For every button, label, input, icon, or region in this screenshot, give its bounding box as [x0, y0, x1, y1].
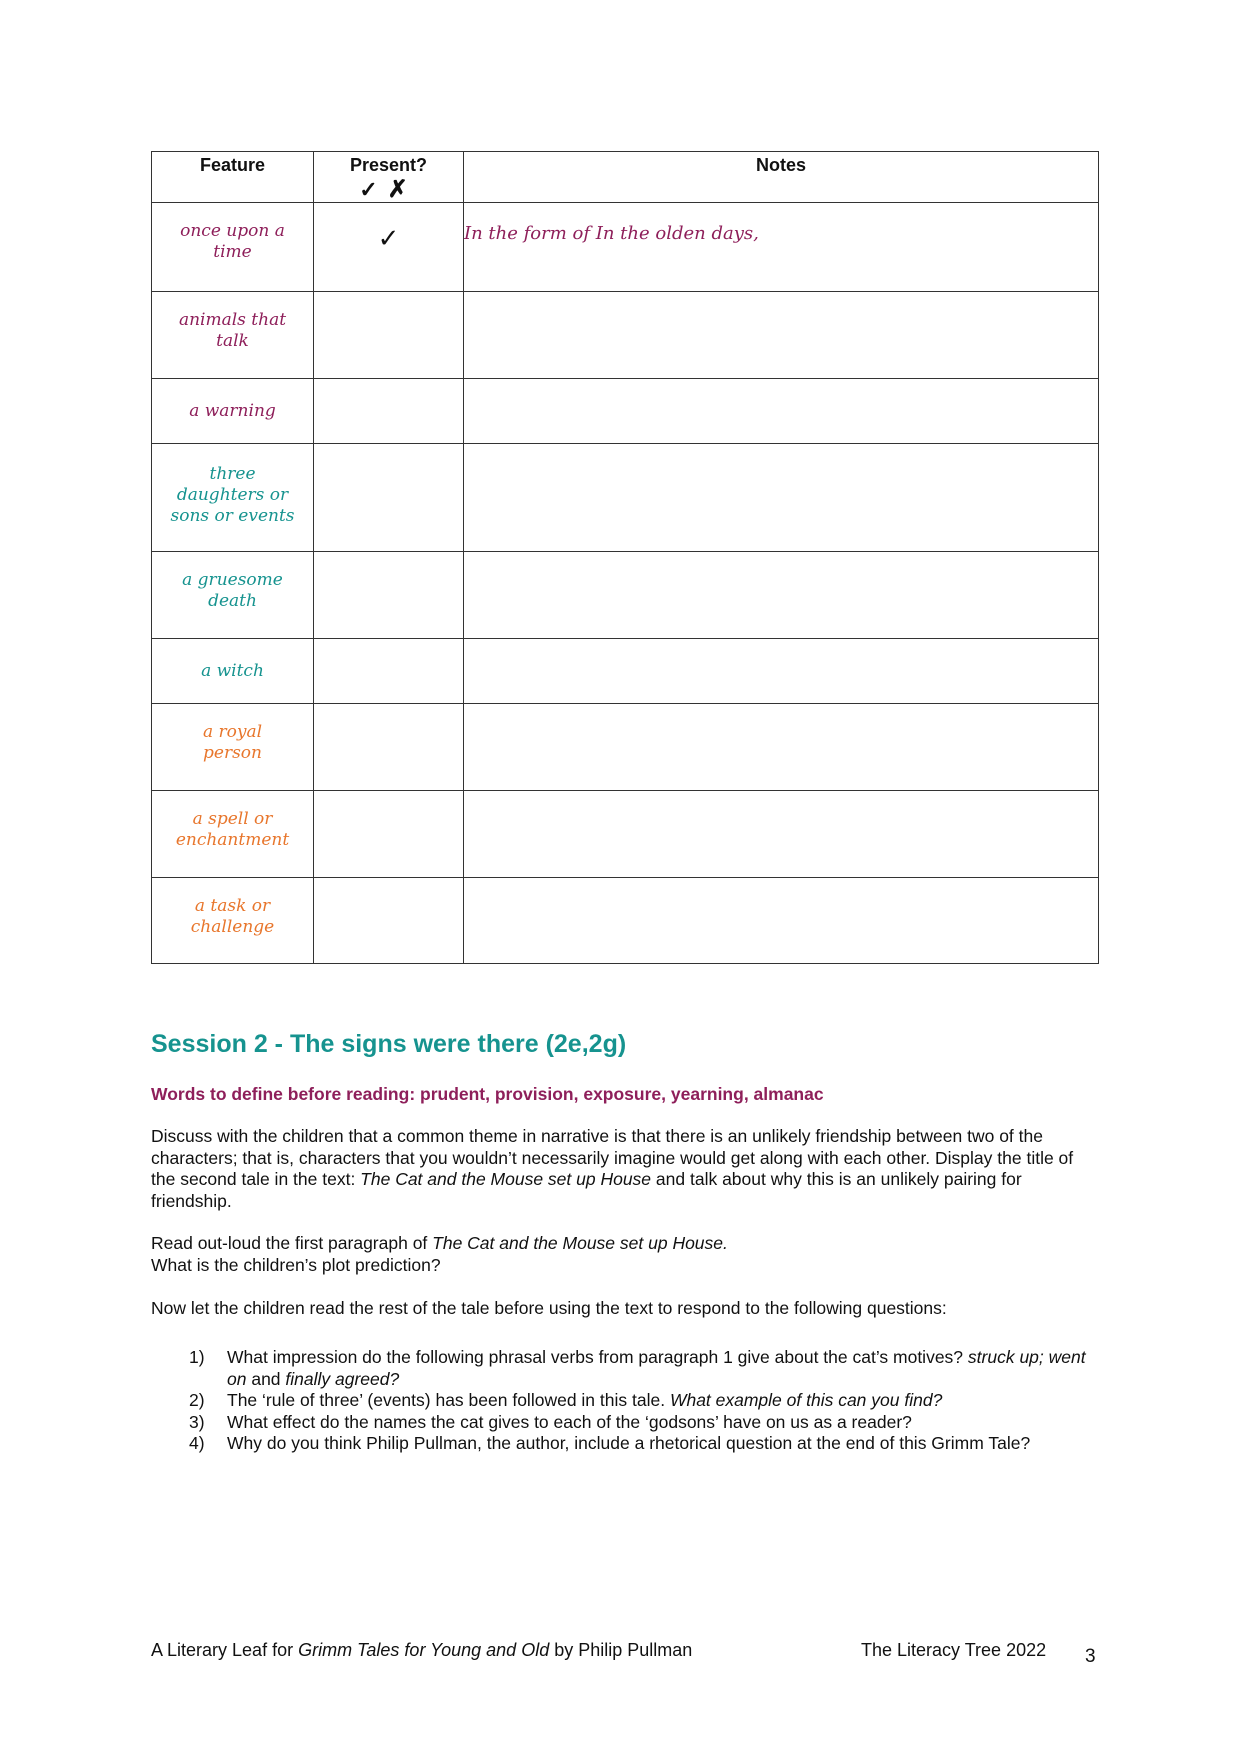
feature-label-line: a warning: [189, 401, 276, 421]
list-number: 2): [189, 1390, 205, 1410]
feature-label-line: death: [208, 591, 257, 611]
feature-label-line: a spell or: [192, 809, 273, 829]
tick-icon: ✓: [377, 223, 400, 253]
feature-cell: [152, 379, 314, 444]
question-text: What impression do the following phrasal verbs from paragraph 1 give about the cat’s motives?: [227, 1347, 968, 1367]
notes-text: [464, 379, 1098, 399]
present-cell: [314, 444, 464, 552]
feature-cell: [152, 704, 314, 791]
list-item: [151, 1433, 1101, 1455]
present-cell: [314, 552, 464, 639]
feature-label-line: talk: [216, 331, 249, 351]
present-cell: [314, 379, 464, 444]
paragraph-text: Discuss with the children that a common theme in narrative is that there is an unlikely friendship between two of the characters; that is, characters that you wouldn’t necessarily imagine would get along with each other. Display the title of the second tale in the text:: [151, 1126, 1074, 1189]
table-row: [152, 444, 1099, 552]
page-number: 3: [1085, 1646, 1096, 1667]
feature-table: [151, 151, 1099, 964]
feature-cell: [152, 444, 314, 552]
question-text: What effect do the names the cat gives to each of the ‘godsons’ have on us as a reader?: [227, 1411, 912, 1432]
question-text: and: [246, 1368, 286, 1389]
question-emphasis: struck up; went on: [227, 1347, 1086, 1389]
paragraph-now: Now let the children read the rest of the tale before using the text to respond to the following questions:: [151, 1298, 947, 1318]
tick-icon: ✓: [359, 177, 388, 202]
notes-cell: [464, 203, 1099, 292]
table-row: [152, 791, 1099, 878]
tale-title: The Cat and the Mouse set up House.: [432, 1233, 728, 1253]
feature-header: Feature: [152, 152, 314, 203]
tick-icon: [314, 444, 463, 464]
notes-text: In the form of In the olden days,: [464, 223, 759, 244]
question-list: [151, 1347, 1101, 1455]
notes-cell: [464, 639, 1099, 704]
present-header-label: Present?: [349, 155, 428, 175]
feature-cell: [152, 639, 314, 704]
footer-text: by Philip Pullman: [549, 1640, 693, 1660]
paragraph-text: Read out-loud the first paragraph of: [151, 1233, 433, 1253]
question-text: Why do you think Philip Pullman, the author, include a rhetorical question at the end of this Grimm Tale?: [227, 1433, 1031, 1453]
notes-text: [464, 639, 1098, 659]
tick-icon: [314, 292, 463, 312]
present-cell: [314, 878, 464, 964]
feature-label-line: a task or: [194, 896, 271, 916]
paragraph-text: and talk about why this is an unlikely pairing for friendship.: [151, 1169, 1022, 1211]
notes-text: [464, 878, 1098, 898]
notes-text: [464, 704, 1098, 724]
table-row: [152, 878, 1099, 964]
list-item: [151, 1347, 1101, 1390]
table-header-row: [152, 152, 1099, 203]
feature-label-line: challenge: [190, 917, 275, 937]
question-emphasis: finally agreed?: [285, 1368, 400, 1389]
feature-label-line: three: [209, 464, 256, 484]
tick-icon: [314, 878, 463, 898]
notes-text: [464, 292, 1098, 312]
tick-icon: [314, 704, 463, 724]
present-cell: [314, 292, 464, 379]
feature-label-line: a gruesome: [182, 570, 283, 590]
table-row: [152, 639, 1099, 704]
feature-cell: [152, 791, 314, 878]
tick-icon: [314, 379, 463, 399]
list-number: 1): [189, 1347, 205, 1367]
notes-header: Notes: [464, 152, 1099, 203]
paragraph-read: [151, 1233, 1101, 1276]
paragraph-text: What is the children’s plot prediction?: [151, 1254, 441, 1275]
feature-label-line: time: [213, 242, 252, 262]
table-row: [152, 552, 1099, 639]
present-marks: [314, 178, 463, 202]
tick-icon: [314, 639, 463, 659]
feature-label-line: person: [203, 743, 262, 763]
book-title: Grimm Tales for Young and Old: [298, 1640, 550, 1660]
notes-text: [464, 791, 1098, 811]
footer-left: [151, 1640, 692, 1661]
table-row: [152, 704, 1099, 791]
tick-icon: [314, 552, 463, 572]
present-cell: [314, 203, 464, 292]
feature-label-line: a witch: [201, 661, 264, 681]
table-row: [152, 203, 1099, 292]
cross-icon: ✗: [387, 176, 418, 203]
paragraph-discuss: [151, 1126, 1101, 1212]
present-cell: [314, 704, 464, 791]
notes-text: [464, 552, 1098, 572]
tick-icon: [314, 791, 463, 811]
list-item: [151, 1412, 1101, 1434]
notes-cell: [464, 552, 1099, 639]
tale-title: The Cat and the Mouse set up House: [360, 1169, 652, 1189]
table-row: [152, 379, 1099, 444]
present-header: [314, 152, 464, 203]
feature-label-line: a royal: [202, 722, 263, 742]
notes-cell: [464, 791, 1099, 878]
feature-label-line: animals that: [178, 310, 287, 330]
notes-cell: [464, 444, 1099, 552]
session-title: Session 2 - The signs were there (2e,2g): [151, 1030, 627, 1058]
footer-right: The Literacy Tree 2022: [861, 1640, 1047, 1660]
feature-label-line: sons or events: [170, 506, 295, 526]
footer-text: A Literary Leaf for: [151, 1640, 299, 1660]
table-row: [152, 292, 1099, 379]
notes-cell: [464, 379, 1099, 444]
notes-cell: [464, 878, 1099, 964]
feature-cell: [152, 292, 314, 379]
feature-label-line: enchantment: [175, 830, 290, 850]
list-number: 4): [189, 1433, 205, 1453]
present-cell: [314, 639, 464, 704]
feature-cell: [152, 878, 314, 964]
question-text: The ‘rule of three’ (events) has been followed in this tale.: [227, 1390, 670, 1410]
list-item: [151, 1390, 1101, 1412]
feature-cell: [152, 552, 314, 639]
feature-cell: [152, 203, 314, 292]
feature-label-line: once upon a: [180, 221, 285, 241]
present-cell: [314, 791, 464, 878]
notes-cell: [464, 292, 1099, 379]
notes-cell: [464, 704, 1099, 791]
question-emphasis: What example of this can you find?: [669, 1390, 943, 1410]
notes-text: [464, 444, 1098, 464]
feature-label-line: daughters or: [176, 485, 289, 505]
list-number: 3): [189, 1411, 205, 1432]
vocabulary-line: Words to define before reading: prudent, provision, exposure, yearning, almanac: [151, 1084, 824, 1104]
